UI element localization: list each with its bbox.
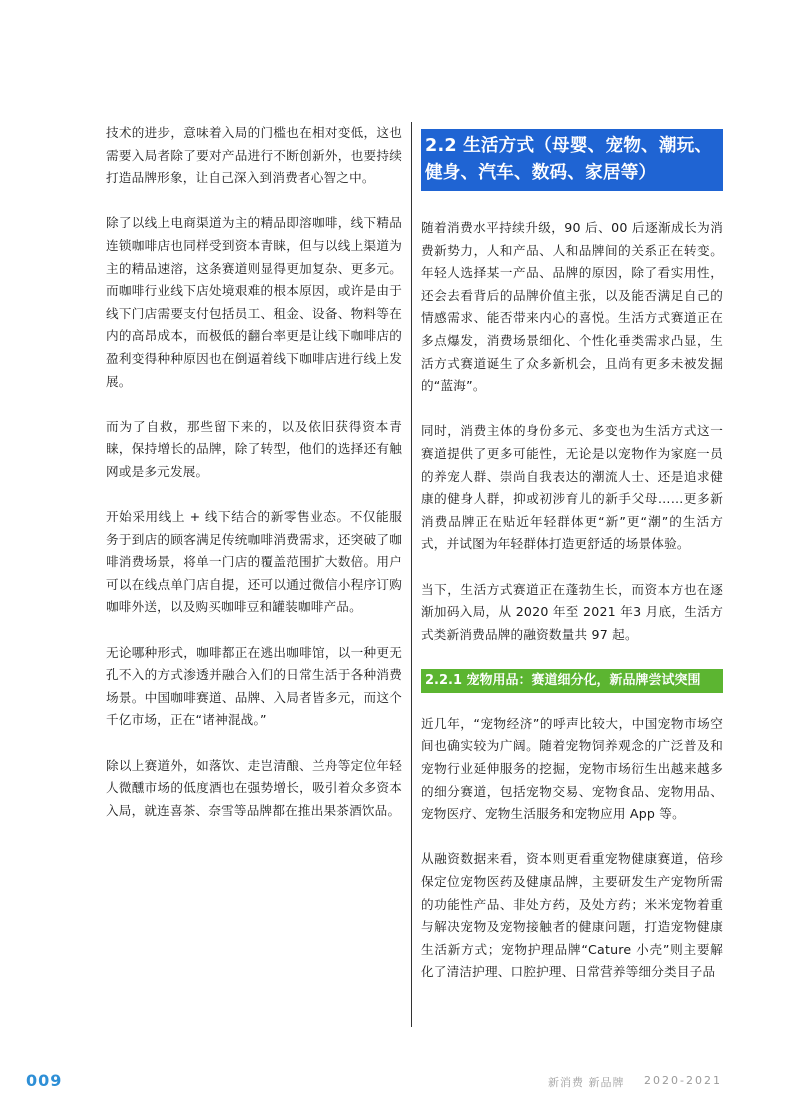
paragraph: 近几年，“宠物经济”的呼声比较大，中国宠物市场空间也确实较为广阔。随着宠物饲养观念的广泛普及和宠物行业延伸服务的挖掘，宠物市场衍生出越来越多的细分赛道，包括宠物交易、宠物食品、宠物用品、宠物医疗、宠物生活服务和宠物应用 App 等。 [421,715,723,822]
paragraph: 从融资数据来看，资本则更看重宠物健康赛道，倍珍保定位宠物医药及健康品牌，主要研发生产宠物所需的功能性产品、非处方药，及处方药；米米宠物着重与解决宠物及宠物接触者的健康问题，打造宠物健康生活新方式；宠物护理品牌“Cature 小壳”则主要解化了清洁护理、口腔护理、日常营养等细分类目子品 [421,851,723,980]
paragraph: 无论哪种形式，咖啡都正在逃出咖啡馆，以一种更无孔不入的方式渗透并融合入们的日常生活于各种消费场景。中国咖啡赛道、品牌、入局者皆多元，而这个千亿市场，正在“诸神混战。” [106,644,402,728]
paragraph: 开始采用线上 + 线下结合的新零售业态。不仅能服务于到店的顾客满足传统咖啡消费需求，还突破了咖啡消费场景，将单一门店的覆盖范围扩大数倍。用户可以在线点单门店自提，还可以通过微信小程序订购咖啡外送，以及购买咖啡豆和罐装咖啡产品。 [106,509,402,615]
publication-title: 新消费 新品牌 [548,1076,625,1089]
paragraph: 随着消费水平持续升级，90 后、00 后逐渐成长为消费新势力，人和产品、人和品牌间的关系正在转变。年轻人选择某一产品、品牌的原因，除了看实用性，还会去看背后的品牌价值主张，以及能否满足自己的情感需求、能否带来内心的喜悦。生活方式赛道正在多点爆发，消费场景细化、个性化垂类需求凸显，生活方式赛道诞生了众多新机会，且尚有更多未被发掘的“蓝海”。 [421,220,723,394]
subsection-heading: 2.2.1 宠物用品：赛道细分化，新品牌尝试突围 [421,669,723,693]
publication-years: 2020-2021 [644,1074,722,1087]
column-divider [411,122,412,1027]
paragraph: 同时，消费主体的身份多元、多变也为生活方式这一赛道提供了更多可能性，无论是以宠物作为家庭一员的养宠人群、崇尚自我表达的潮流人士、还是追求健康的健身人群，抑或初涉育儿的新手父母……更多新消费品牌正在贴近年轻群体更“新”更“潮”的生活方式，并试图为年轻群体打造更舒适的场景体验。 [421,423,723,552]
page-number: 009 [26,1071,63,1090]
paragraph: 当下，生活方式赛道正在蓬勃生长，而资本方也在逐渐加码入局，从 2020 年至 2021 年3 月底，生活方式类新消费品牌的融资数量共 97 起。 [421,581,723,642]
section-heading: 2.2 生活方式（母婴、宠物、潮玩、健身、汽车、数码、家居等） [421,129,723,191]
left-column [106,122,402,845]
paragraph: 技术的进步，意味着入局的门槛也在相对变低，这也需要入局者除了要对产品进行不断创新外，也要持续打造品牌形象，让自己深入到消费者心智之中。 [106,125,402,186]
paragraph: 除了以线上电商渠道为主的精品即溶咖啡，线下精品连锁咖啡店也同样受到资本青睐，但与以线上渠道为主的精品速溶，这条赛道则显得更加复杂、更多元。而咖啡行业线下店处境艰难的根本原因，或许是由于线下门店需要支付包括员工、租金、设备、物料等在内的高昂成本，而极低的翻台率更是让线下咖啡店的盈利变得种种原因也在倒逼着线下咖啡店进行线上发展。 [106,215,402,389]
paragraph: 而为了自救，那些留下来的，以及依旧获得资本青睐，保持增长的品牌，除了转型，他们的选择还有触网或是多元发展。 [106,418,402,479]
paragraph: 除以上赛道外，如落饮、走岂清酿、兰舟等定位年轻人微醺市场的低度酒也在强势增长，吸引着众多资本入局，就连喜茶、奈雪等品牌都在推出果茶酒饮品。 [106,757,402,818]
right-column [421,122,723,1007]
